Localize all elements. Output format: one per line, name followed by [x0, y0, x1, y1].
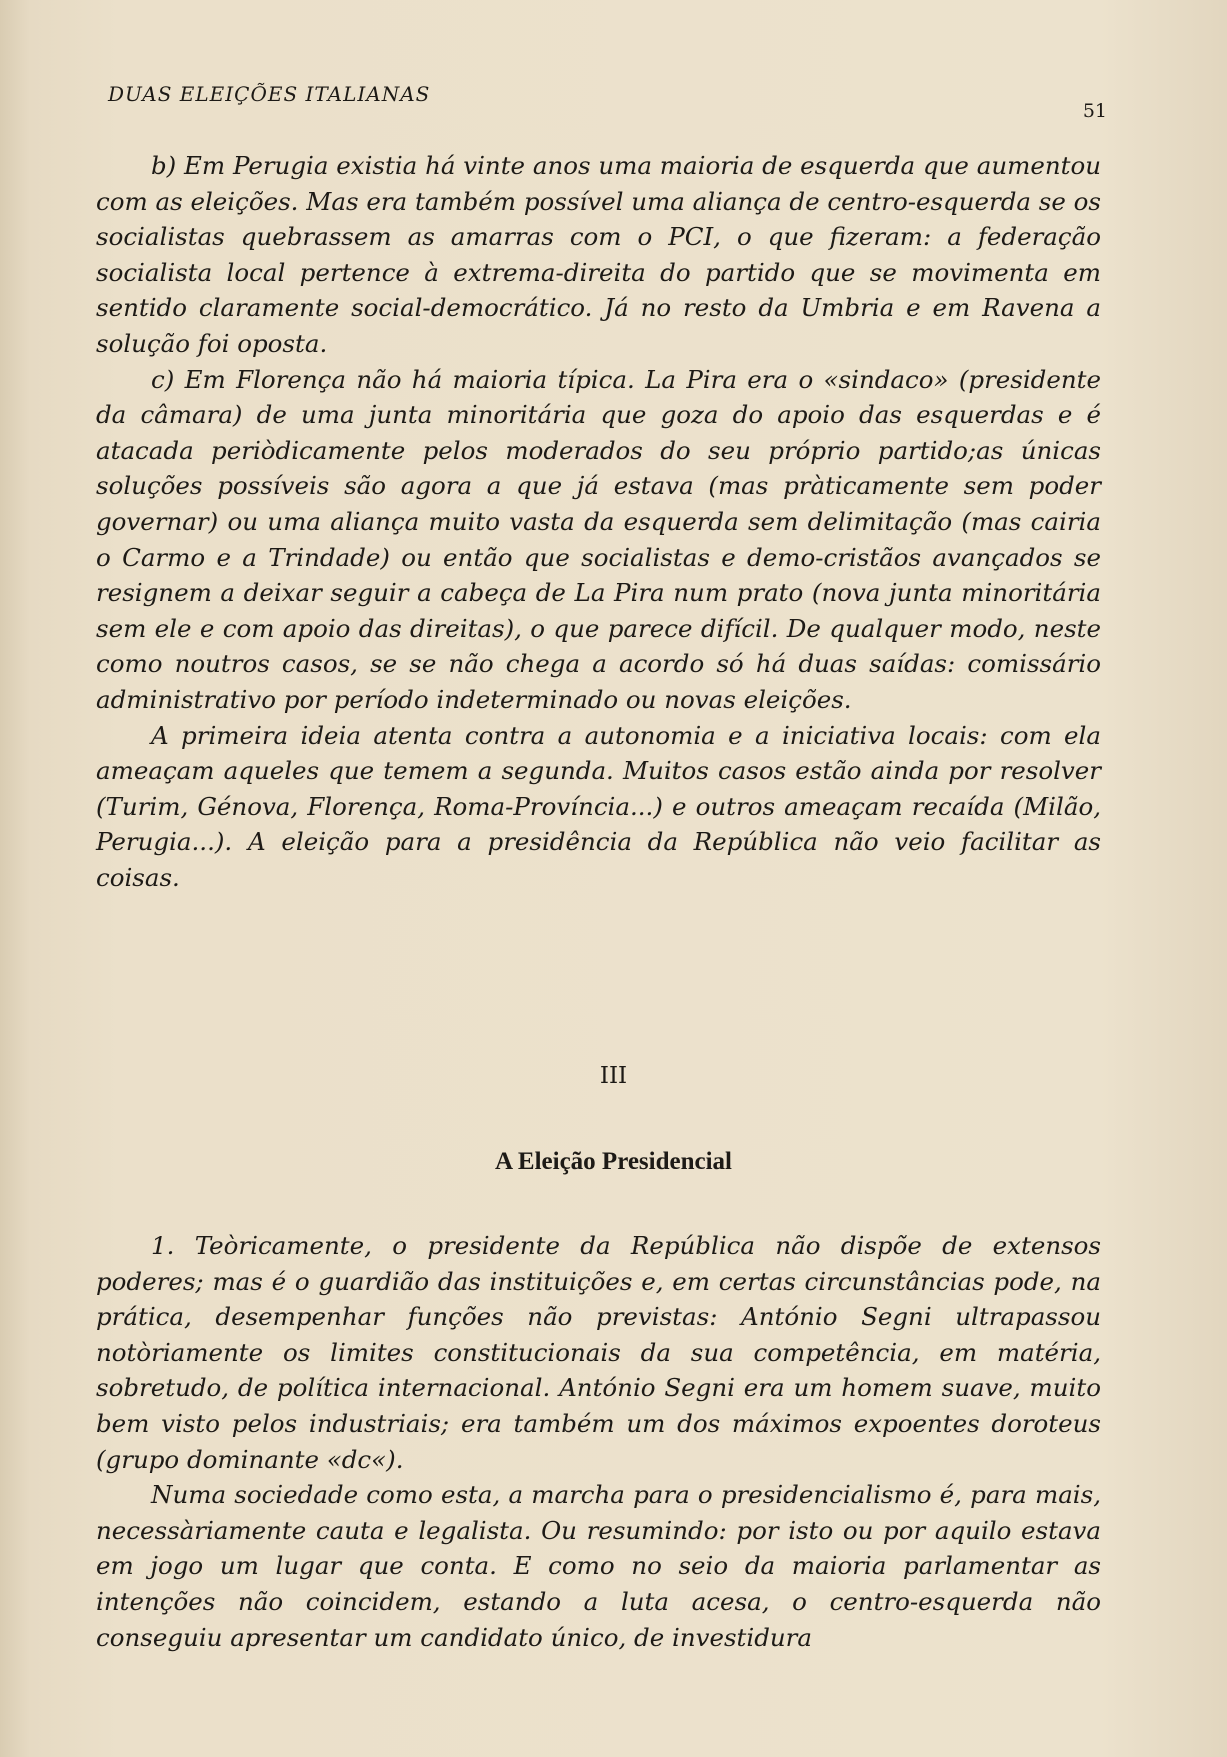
paragraph-c-florenca: c) Em Florença não há maioria típica. La Pira era o «sindaco» (presidente da câmara) de uma junta minoritária que goza do apoio das esquerdas e é atacada periòdicamente pelos moderados do seu próprio partido;as únicas soluções possíveis são agora a que já estava (mas pràticamente sem poder governar) ou uma aliança muito vasta da esquerda sem delimitação (mas cairia o Carmo e a Trindade) ou então que socialistas e demo-cristãos avançados se resignem a deixar seguir a cabeça de La Pira num prato (nova junta minoritária sem ele e com apoio das direitas), o que parece difícil. De qualquer modo, neste como noutros casos, se se não chega a acordo só há duas saídas: comissário administrativo por período indeterminado ou novas eleições.: [96, 364, 1101, 714]
paragraph-b-perugia: b) Em Perugia existia há vinte anos uma maioria de esquerda que aumentou com as eleições. Mas era também possível uma aliança de centro-esquerda se os socialistas quebrassem as amarras com o PCI, o que fizeram: a federação socialista local pertence à extrema-direita do partido que se movimenta em sentido claramente social-democrático. Já no resto da Umbria e em Ravena a solução foi oposta.: [96, 151, 1101, 358]
text-block-bottom: [96, 1228, 1101, 1655]
paragraph-primeira-ideia: A primeira ideia atenta contra a autonomia e a iniciativa locais: com ela ameaçam aqueles que temem a segunda. Muitos casos estão ainda por resolver (Turim, Génova, Florença, Roma-Província...) e outros ameaçam recaída (Milão, Perugia...). A eleição para a presidência da República não veio facilitar as coisas.: [96, 720, 1101, 892]
text-block-top: [96, 148, 1101, 895]
section-title: A Eleição Presidencial: [494, 1148, 732, 1175]
page-number: 51: [1082, 100, 1107, 122]
section-numeral: III: [599, 1063, 628, 1089]
running-title: DUAS ELEIÇÕES ITALIANAS: [108, 82, 431, 106]
paragraph-numa-sociedade: Numa sociedade como esta, a marcha para o presidencialismo é, para mais, necessàriamente cauta e legalista. Ou resumindo: por isto ou por aquilo estava em jogo um lugar que conta. E como no seio da maioria parlamentar as intenções não coincidem, estando a luta acesa, o centro-esquerda não conseguiu apresentar um candidato único, de investidura: [96, 1480, 1101, 1652]
paragraph-1-teoricamente: 1. Teòricamente, o presidente da República não dispõe de extensos poderes; mas é o guardião das instituições e, em certas circunstâncias pode, na prática, desempenhar funções não previstas: António Segni ultrapassou notòriamente os limites constitucionais da sua competência, em matéria, sobretudo, de política internacional. António Segni era um homem suave, muito bem visto pelos industriais; era também um dos máximos expoentes doroteus (grupo dominante «dc«).: [96, 1231, 1101, 1474]
